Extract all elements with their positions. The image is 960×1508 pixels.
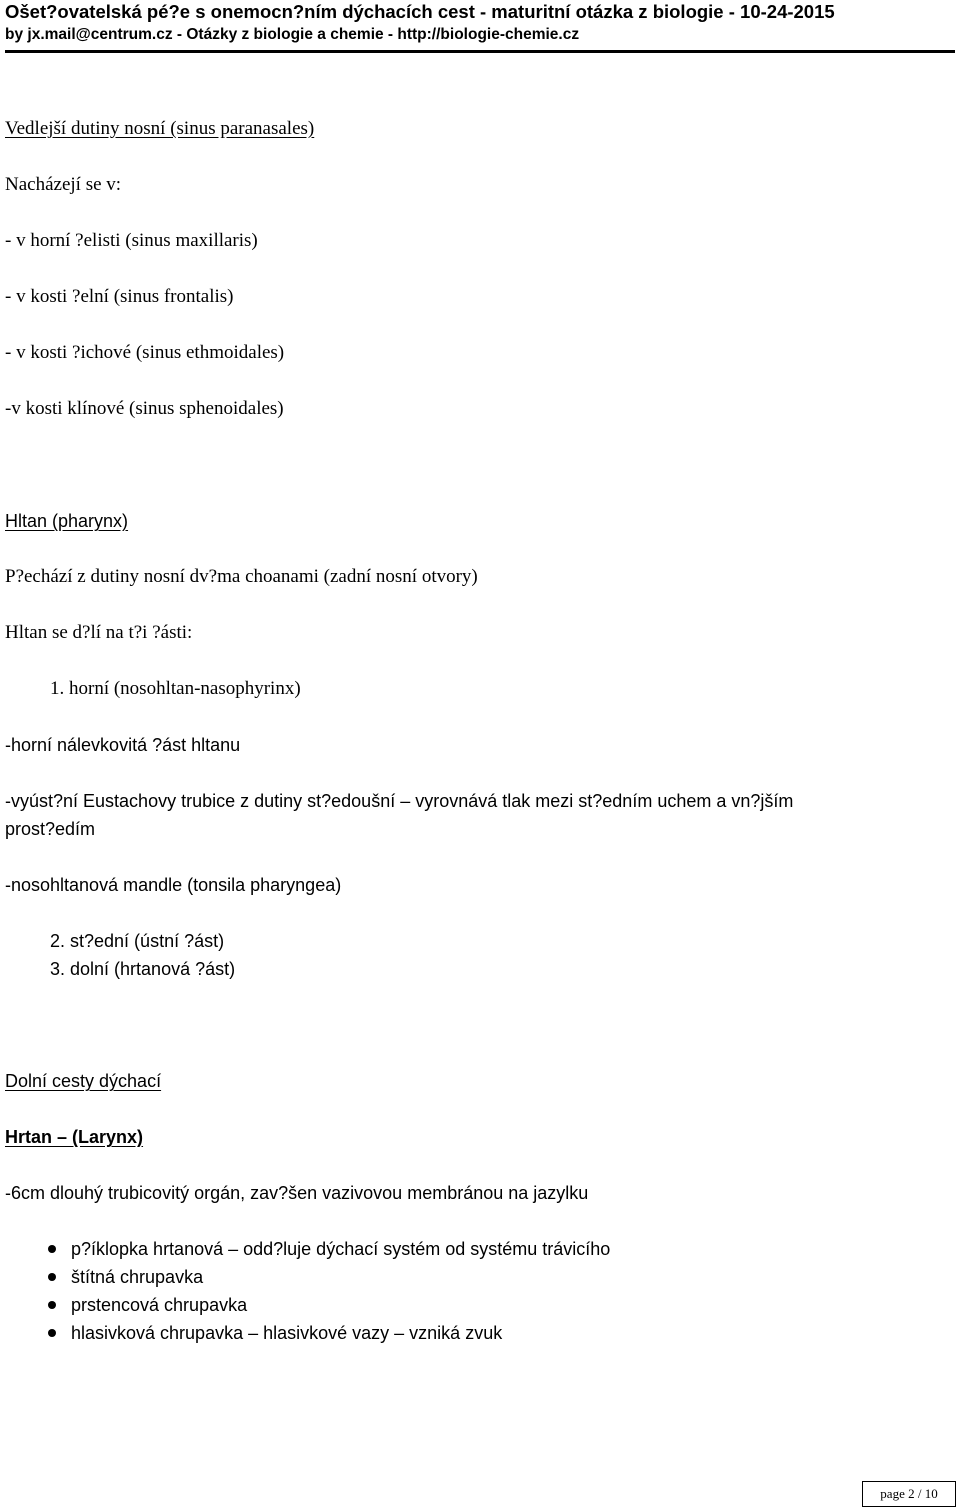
sinus-item: - v horní ?elisti (sinus maxillaris) bbox=[5, 230, 258, 251]
pharynx-line: P?echází z dutiny nosní dv?ma choanami (zadní nosní otvory) bbox=[5, 566, 478, 587]
sinus-item: - v kosti ?ichové (sinus ethmoidales) bbox=[5, 342, 285, 363]
section-heading-lower-airways: Dolní cesty dýchací bbox=[5, 1071, 162, 1091]
document-header bbox=[5, 0, 955, 46]
pharynx-part: 1. horní (nosohltan-nasophyrinx) bbox=[50, 678, 301, 699]
list-item-text: hlasivková chrupavka – hlasivkové vazy – vzniká zvuk bbox=[71, 1323, 503, 1343]
pharynx-line: Hltan se d?lí na t?i ?ásti: bbox=[5, 622, 193, 643]
list-item-text: p?íklopka hrtanová – odd?luje dýchací systém od systému trávicího bbox=[71, 1239, 611, 1259]
list-item-text: prstencová chrupavka bbox=[71, 1295, 248, 1315]
section-heading-larynx: Hrtan – (Larynx) bbox=[5, 1127, 144, 1147]
sinus-item: - v kosti ?elní (sinus frontalis) bbox=[5, 286, 234, 307]
document-title: Ošet?ovatelská pé?e s onemocn?ním dýchacích cest - maturitní otázka z biologie - 10-24-2015 bbox=[5, 1, 835, 22]
section-heading-pharynx: Hltan (pharynx) bbox=[5, 511, 129, 531]
larynx-desc: -6cm dlouhý trubicovitý orgán, zav?šen vazivovou membránou na jazylku bbox=[5, 1183, 589, 1203]
pharynx-part: 2. st?ední (ústní ?ást) bbox=[50, 931, 225, 951]
pharynx-part: 3. dolní (hrtanová ?ást) bbox=[50, 959, 236, 979]
pharynx-desc: -nosohltanová mandle (tonsila pharyngea) bbox=[5, 875, 342, 895]
bullet-icon bbox=[48, 1245, 56, 1253]
document-byline: by jx.mail@centrum.cz - Otázky z biologie a chemie - http://biologie-chemie.cz bbox=[5, 26, 580, 43]
sinus-intro: Nacházejí se v: bbox=[5, 174, 122, 195]
pharynx-desc: -vyúst?ní Eustachovy trubice z dutiny st?edoušní – vyrovnává tlak mezi st?edním uchem a vn?jším bbox=[5, 791, 794, 811]
section-heading-sinus: Vedlejší dutiny nosní (sinus paranasales) bbox=[5, 118, 315, 139]
sinus-item: -v kosti klínové (sinus sphenoidales) bbox=[5, 398, 284, 419]
pharynx-desc: prost?edím bbox=[5, 819, 96, 839]
header-divider bbox=[5, 50, 955, 53]
bullet-icon bbox=[48, 1301, 56, 1309]
pharynx-desc: -horní nálevkovitá ?ást hltanu bbox=[5, 735, 241, 755]
bullet-icon bbox=[48, 1329, 56, 1337]
page-number: page 2 / 10 bbox=[862, 1481, 956, 1507]
bullet-icon bbox=[48, 1273, 56, 1281]
list-item-text: štítná chrupavka bbox=[71, 1267, 204, 1287]
